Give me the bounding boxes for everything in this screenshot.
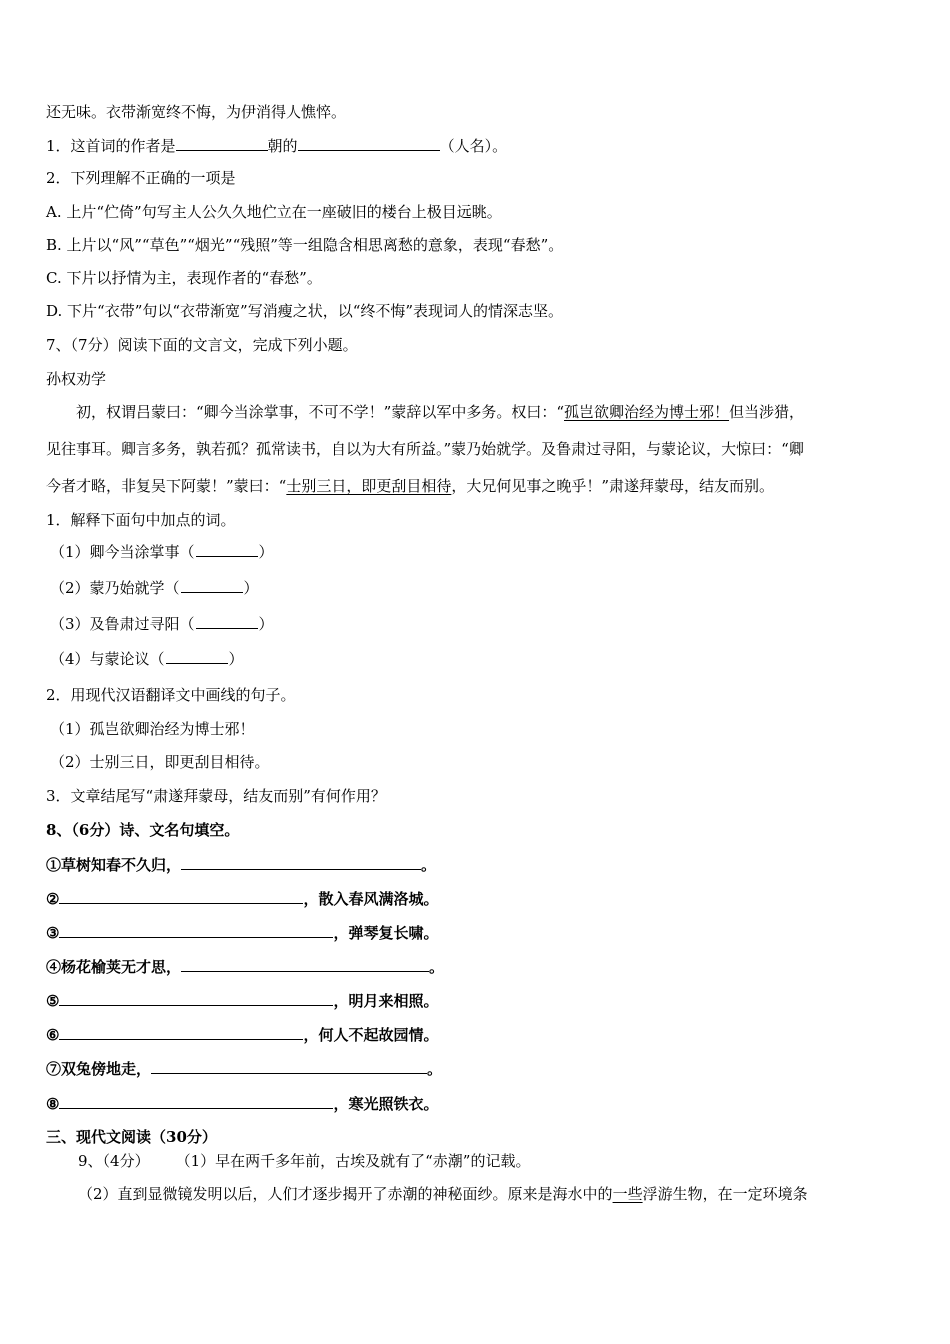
- word-blank-4[interactable]: [166, 648, 228, 664]
- q7-sub1: 1．解释下面句中加点的词。: [46, 511, 236, 529]
- q6-sub1: [46, 134, 910, 156]
- word-item-1: [50, 541, 910, 563]
- q9-underlined-word: 一些: [612, 1185, 643, 1203]
- fill-item-6-pre: ⑥: [46, 1026, 60, 1044]
- passage-1b: 但当涉猎，: [729, 403, 805, 421]
- passage-1a: 初，权谓吕蒙曰：“卿今当涂掌事，不可不学！”蒙辞以军中多务。权曰：“: [76, 403, 565, 421]
- fill-item-7-pre: ⑦双兔傍地走，: [46, 1060, 152, 1078]
- fill-item-7: [46, 1057, 910, 1079]
- fill-blank-7[interactable]: [151, 1057, 427, 1074]
- underlined-sentence-1: 孤岂欲卿治经为博士邪！: [564, 403, 730, 421]
- fill-item-2-post: ，散入春风满洛城。: [303, 890, 439, 908]
- q9-line-1: [78, 1150, 910, 1172]
- fill-blank-3[interactable]: [59, 921, 333, 938]
- q9-para-1: （1）早在两千多年前，古埃及就有了“赤潮”的记载。: [175, 1152, 531, 1170]
- q9-para-2a: （2）直到显微镜发明以后，人们才逐步揭开了赤潮的神秘面纱。原来是海水中的: [78, 1185, 613, 1203]
- fill-item-3-pre: ③: [46, 924, 60, 942]
- fill-blank-8[interactable]: [59, 1092, 333, 1109]
- q7-sub2: 2．用现代汉语翻译文中画线的句子。: [46, 686, 296, 704]
- q9-label: 9、（4分）: [78, 1152, 150, 1170]
- q6-sub1-b: 朝的: [267, 137, 298, 155]
- fill-item-4-post: 。: [429, 958, 445, 976]
- word-blank-3[interactable]: [196, 613, 258, 629]
- fill-item-5-post: ，明月来相照。: [333, 992, 439, 1010]
- q8-header: [46, 819, 910, 841]
- word-item-2-pre: （2）蒙乃始就学（: [50, 579, 180, 597]
- section-3-header: 三、现代文阅读（30分）: [46, 1128, 217, 1146]
- passage-line-3: [46, 475, 910, 497]
- word-item-3-post: ）: [258, 615, 274, 633]
- passage-line-2: 见往事耳。卿言多务，孰若孤？孤常读书，自以为大有所益。”蒙乃始就学。及鲁肃过寻阳，与蒙论议，大惊曰：“卿: [46, 440, 804, 458]
- fill-item-6-post: ，何人不起故园情。: [303, 1026, 439, 1044]
- fill-item-5: [46, 989, 910, 1011]
- word-blank-1[interactable]: [196, 541, 258, 557]
- fill-item-8-pre: ⑧: [46, 1095, 60, 1113]
- fill-blank-2[interactable]: [59, 887, 303, 904]
- dynasty-blank[interactable]: [176, 134, 268, 151]
- q6-sub1-a: 1．这首词的作者是: [46, 137, 176, 155]
- word-item-3: [50, 613, 910, 635]
- word-item-1-post: ）: [258, 543, 274, 561]
- passage-line-1: [46, 401, 910, 423]
- word-item-3-pre: （3）及鲁肃过寻阳（: [50, 615, 195, 633]
- fill-item-2: [46, 887, 910, 909]
- word-item-4-post: ）: [228, 650, 244, 668]
- q8-header-text: 8、（6分）诗、文名句填空。: [46, 821, 240, 839]
- fill-item-5-pre: ⑤: [46, 992, 60, 1010]
- option-a: A. 上片“伫倚”句写主人公久久地伫立在一座破旧的楼台上极目远眺。: [46, 203, 502, 221]
- fill-item-8-post: ，寒光照铁衣。: [333, 1095, 439, 1113]
- fill-item-4: [46, 955, 910, 977]
- fill-blank-1[interactable]: [181, 853, 421, 870]
- option-b: B. 上片以“风”“草色”“烟光”“残照”等一组隐含相思离愁的意象，表现“春愁”。: [46, 236, 564, 254]
- q6-sub1-c: （人名）。: [439, 137, 508, 155]
- q9-para-2b: 浮游生物，在一定环境条: [642, 1185, 808, 1203]
- word-item-4: [50, 648, 910, 670]
- fill-item-7-post: 。: [427, 1060, 443, 1078]
- word-blank-2[interactable]: [181, 577, 243, 593]
- fill-item-3-post: ，弹琴复长啸。: [333, 924, 439, 942]
- fill-item-6: [46, 1023, 910, 1045]
- translate-item-2: （2）士别三日，即更刮目相待。: [50, 753, 270, 771]
- fill-item-1: [46, 853, 910, 875]
- fill-blank-4[interactable]: [181, 955, 429, 972]
- passage-3b: ，大兄何见事之晚乎！”肃遂拜蒙母，结友而别。: [451, 477, 775, 495]
- q6-sub2: 2．下列理解不正确的一项是: [46, 169, 236, 187]
- word-item-2: [50, 577, 910, 599]
- fill-item-2-pre: ②: [46, 890, 60, 908]
- underlined-sentence-2: 士别三日，即更刮目相待: [286, 477, 452, 495]
- fill-blank-6[interactable]: [59, 1023, 303, 1040]
- word-item-2-post: ）: [243, 579, 259, 597]
- author-name-blank[interactable]: [298, 134, 440, 151]
- fill-item-3: [46, 921, 910, 943]
- word-item-4-pre: （4）与蒙论议（: [50, 650, 165, 668]
- passage-3a: 今者才略，非复吴下阿蒙！”蒙曰：“: [46, 477, 287, 495]
- fill-item-4-pre: ④杨花榆荚无才思，: [46, 958, 182, 976]
- fill-item-8: [46, 1092, 910, 1114]
- q7-header: 7、（7分）阅读下面的文言文，完成下列小题。: [46, 336, 358, 354]
- fill-blank-5[interactable]: [59, 989, 333, 1006]
- word-item-1-pre: （1）卿今当涂掌事（: [50, 543, 195, 561]
- passage-title: 孙权劝学: [46, 370, 107, 388]
- poem-last-line: 还无味。衣带渐宽终不悔，为伊消得人憔悴。: [46, 103, 347, 121]
- translate-item-1: （1）孤岂欲卿治经为博士邪！: [50, 720, 255, 738]
- option-c: C. 下片以抒情为主，表现作者的“春愁”。: [46, 269, 322, 287]
- fill-item-1-pre: ①草树知春不久归，: [46, 856, 182, 874]
- option-d: D. 下片“衣带”句以“衣带渐宽”写消瘦之状，以“终不悔”表现词人的情深志坚。: [46, 302, 564, 320]
- q7-sub3: 3．文章结尾写“肃遂拜蒙母，结友而别”有何作用？: [46, 787, 386, 805]
- fill-item-1-post: 。: [421, 856, 437, 874]
- q9-line-2: [78, 1183, 910, 1205]
